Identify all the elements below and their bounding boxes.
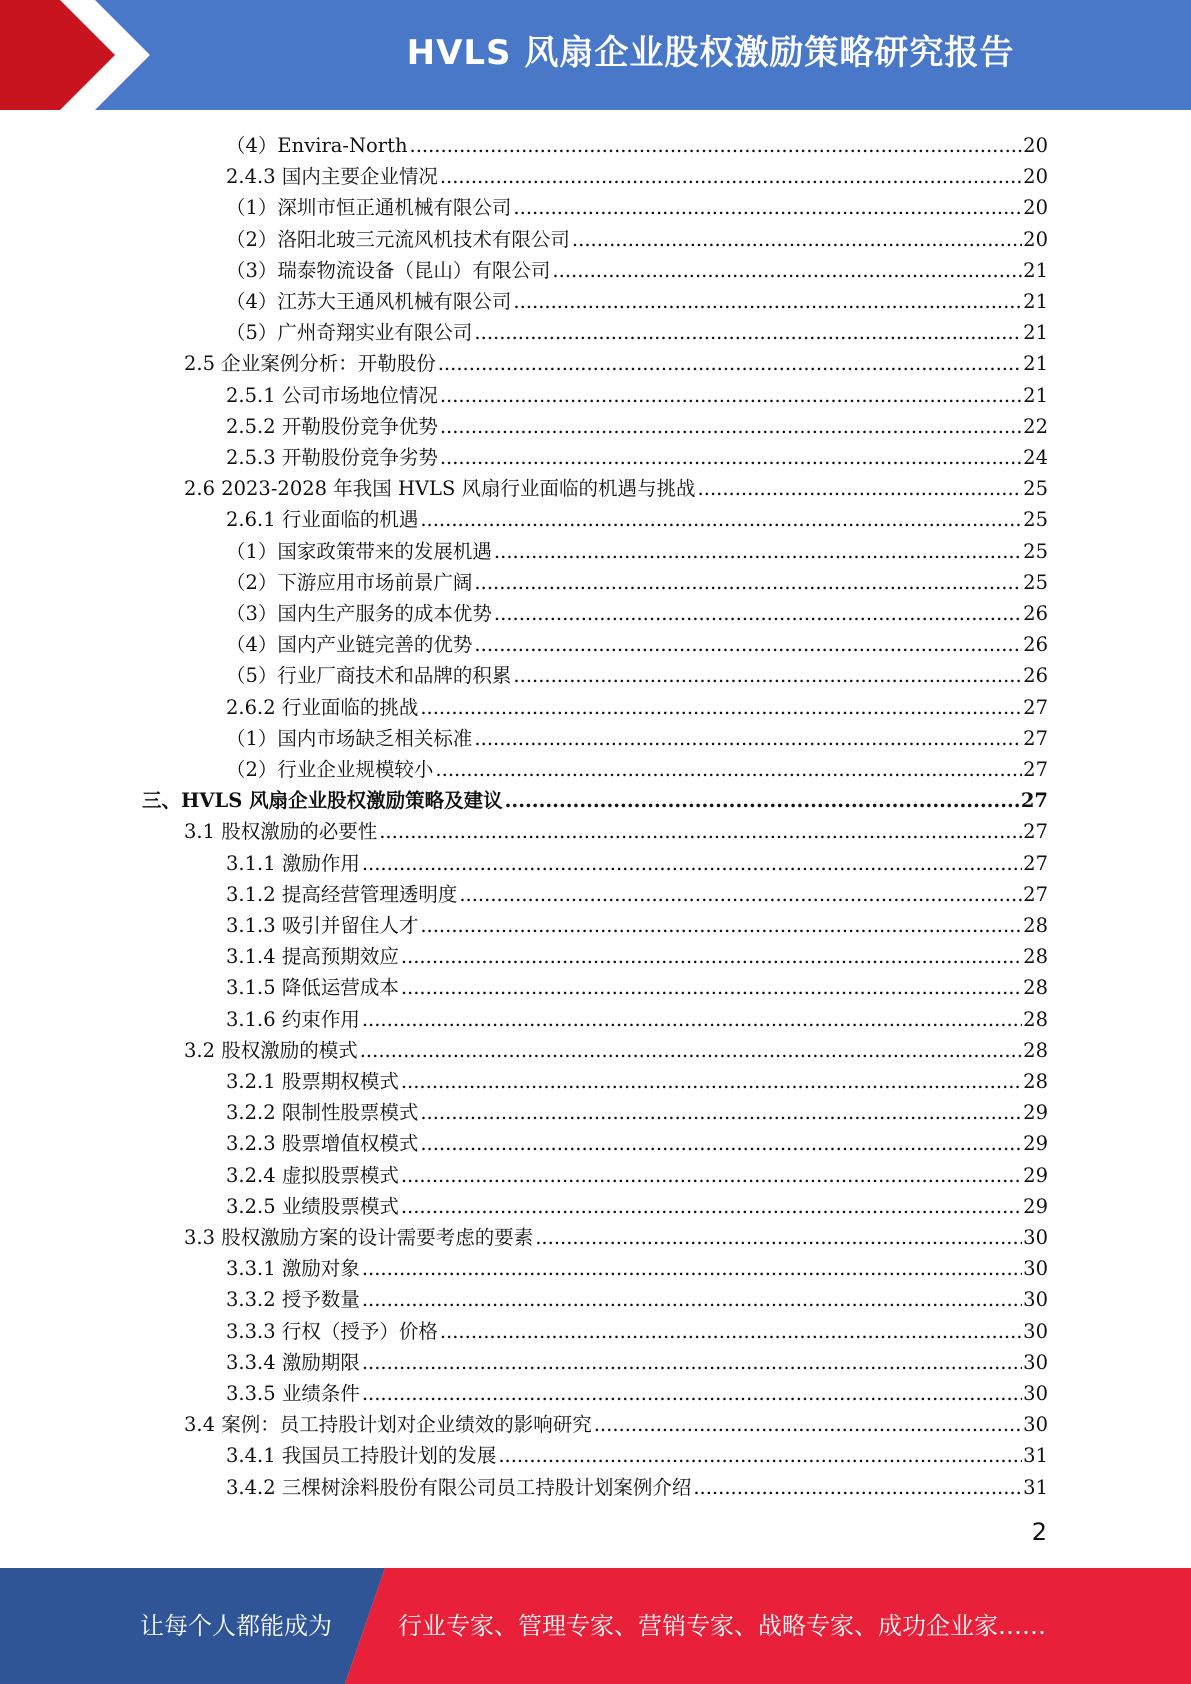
toc-dot-leader	[513, 196, 1022, 220]
toc-entry-page: 30	[1023, 1320, 1048, 1343]
toc-entry-page: 28	[1023, 914, 1048, 937]
toc-dot-leader	[459, 883, 1022, 907]
toc-entry-label: 3.3 股权激励方案的设计需要考虑的要素	[184, 1226, 534, 1249]
toc-entry[interactable]	[226, 1376, 1048, 1406]
toc-dot-leader	[535, 1226, 1022, 1250]
toc-entry[interactable]	[226, 1158, 1048, 1188]
toc-entry[interactable]	[226, 315, 1048, 345]
toc-entry-page: 21	[1023, 290, 1048, 313]
toc-dot-leader	[362, 1008, 1022, 1032]
toc-dot-leader	[362, 1257, 1022, 1281]
page-header	[0, 0, 1191, 110]
toc-entry[interactable]	[226, 1064, 1048, 1094]
toc-entry-label: 3.3.1 激励对象	[226, 1257, 360, 1280]
toc-entry-label: 3.1.4 提高预期效应	[226, 945, 399, 968]
toc-entry-label: 2.6.2 行业面临的挑战	[226, 696, 419, 719]
toc-entry-label: 3.1.6 约束作用	[226, 1008, 360, 1031]
toc-entry-page: 25	[1023, 477, 1048, 500]
toc-dot-leader	[474, 727, 1022, 751]
toc-entry-page: 21	[1023, 352, 1048, 375]
toc-entry-page: 28	[1023, 945, 1048, 968]
toc-dot-leader	[362, 1288, 1022, 1312]
toc-entry-page: 22	[1023, 415, 1048, 438]
toc-entry-label: 2.6 2023-2028 年我国 HVLS 风扇行业面临的机遇与挑战	[184, 477, 696, 500]
toc-dot-leader	[698, 477, 1023, 501]
toc-entry-page: 21	[1023, 259, 1048, 282]
toc-dot-leader	[401, 1195, 1022, 1219]
toc-entry-label: 3.4.2 三棵树涂料股份有限公司员工持股计划案例介绍	[226, 1476, 692, 1499]
toc-entry[interactable]	[226, 128, 1048, 158]
toc-entry-page: 30	[1023, 1413, 1048, 1436]
toc-dot-leader	[494, 602, 1022, 626]
toc-entry[interactable]	[184, 346, 1048, 376]
toc-entry[interactable]	[226, 1438, 1048, 1468]
toc-dot-leader	[410, 134, 1023, 158]
toc-entry-page: 28	[1023, 976, 1048, 999]
toc-entry-page: 31	[1023, 1476, 1048, 1499]
toc-entry[interactable]	[184, 471, 1048, 501]
toc-entry-label: 3.3.4 激励期限	[226, 1351, 360, 1374]
toc-entry-label: （2）下游应用市场前景广阔	[226, 571, 473, 594]
toc-dot-leader	[513, 664, 1022, 688]
toc-entry-page: 27	[1023, 820, 1048, 843]
toc-entry[interactable]	[142, 783, 1048, 813]
toc-entry-page: 30	[1023, 1226, 1048, 1249]
toc-entry[interactable]	[226, 284, 1048, 314]
toc-entry-label: 3.2 股权激励的模式	[184, 1039, 358, 1062]
toc-entry-page: 28	[1023, 1039, 1048, 1062]
toc-entry-label: 3.1.3 吸引并留住人才	[226, 914, 419, 937]
toc-entry[interactable]	[226, 846, 1048, 876]
toc-entry-label: 3.4 案例：员工持股计划对企业绩效的影响研究	[184, 1413, 592, 1436]
toc-dot-leader	[379, 820, 1022, 844]
toc-entry[interactable]	[226, 1470, 1048, 1500]
toc-entry[interactable]	[226, 690, 1048, 720]
toc-dot-leader	[362, 1351, 1022, 1375]
toc-dot-leader	[435, 758, 1022, 782]
toc-entry-label: （3）瑞泰物流设备（昆山）有限公司	[226, 259, 551, 282]
toc-entry-label: 3.2.4 虚拟股票模式	[226, 1164, 399, 1187]
toc-entry-label: 三、HVLS 风扇企业股权激励策略及建议	[142, 789, 503, 812]
toc-dot-leader	[438, 352, 1022, 376]
toc-entry-label: （1）国内市场缺乏相关标准	[226, 727, 473, 750]
toc-dot-leader	[420, 508, 1022, 532]
toc-dot-leader	[552, 259, 1022, 283]
toc-entry-label: 3.2.5 业绩股票模式	[226, 1195, 399, 1218]
toc-entry[interactable]	[226, 1251, 1048, 1281]
toc-entry[interactable]	[226, 1126, 1048, 1156]
toc-entry[interactable]	[226, 1095, 1048, 1125]
toc-dot-leader	[474, 571, 1022, 595]
toc-dot-leader	[474, 633, 1022, 657]
toc-entry[interactable]	[226, 877, 1048, 907]
toc-entry[interactable]	[184, 814, 1048, 844]
toc-entry-label: （2）行业企业规模较小	[226, 758, 434, 781]
toc-dot-leader	[440, 1320, 1022, 1344]
document-title: HVLS 风扇企业股权激励策略研究报告	[406, 33, 1015, 73]
toc-entry-label: 2.6.1 行业面临的机遇	[226, 508, 419, 531]
toc-entry[interactable]	[226, 409, 1048, 439]
toc-entry-label: 3.4.1 我国员工持股计划的发展	[226, 1444, 497, 1467]
toc-entry-label: 2.5.1 公司市场地位情况	[226, 384, 438, 407]
toc-entry[interactable]	[226, 1002, 1048, 1032]
toc-entry-label: 3.2.2 限制性股票模式	[226, 1101, 419, 1124]
toc-entry[interactable]	[226, 721, 1048, 751]
toc-entry-label: （5）行业厂商技术和品牌的积累	[226, 664, 512, 687]
toc-entry[interactable]	[226, 1282, 1048, 1312]
toc-entry-label: 3.1 股权激励的必要性	[184, 820, 378, 843]
toc-entry-label: 3.1.1 激励作用	[226, 852, 360, 875]
toc-entry[interactable]	[226, 1314, 1048, 1344]
toc-dot-leader	[401, 976, 1022, 1000]
toc-entry[interactable]	[226, 190, 1048, 220]
toc-entry[interactable]	[226, 440, 1048, 470]
toc-dot-leader	[420, 1101, 1022, 1125]
toc-entry-page: 30	[1023, 1382, 1048, 1405]
toc-entry-page: 21	[1023, 321, 1048, 344]
toc-entry-page: 29	[1023, 1132, 1048, 1155]
page-footer	[0, 1568, 1191, 1684]
toc-entry-page: 27	[1020, 789, 1048, 812]
toc-entry[interactable]	[226, 378, 1048, 408]
toc-entry[interactable]	[184, 1220, 1048, 1250]
toc-entry-page: 26	[1023, 664, 1048, 687]
toc-entry-page: 20	[1023, 165, 1048, 188]
toc-entry-page: 27	[1023, 852, 1048, 875]
toc-entry-page: 28	[1023, 1070, 1048, 1093]
toc-entry-label: 2.4.3 国内主要企业情况	[226, 165, 438, 188]
toc-entry-page: 24	[1023, 446, 1048, 469]
toc-entry-label: （3）国内生产服务的成本优势	[226, 602, 492, 625]
toc-entry-page: 20	[1023, 228, 1048, 251]
toc-entry[interactable]	[226, 1189, 1048, 1219]
toc-dot-leader	[440, 384, 1022, 408]
toc-dot-leader	[440, 415, 1022, 439]
toc-entry-label: 2.5.2 开勒股份竞争优势	[226, 415, 438, 438]
toc-entry-page: 30	[1023, 1288, 1048, 1311]
toc-entry[interactable]	[226, 222, 1048, 252]
toc-entry-label: （2）洛阳北玻三元流风机技术有限公司	[226, 228, 570, 251]
toc-entry-page: 20	[1023, 196, 1048, 219]
toc-entry-page: 25	[1023, 571, 1048, 594]
toc-entry[interactable]	[226, 565, 1048, 595]
toc-entry-page: 27	[1023, 696, 1048, 719]
toc-entry-label: 3.3.2 授予数量	[226, 1288, 360, 1311]
toc-entry-label: 3.1.2 提高经营管理透明度	[226, 883, 458, 906]
toc-entry[interactable]	[226, 502, 1048, 532]
toc-entry-page: 25	[1023, 540, 1048, 563]
toc-entry-label: （4）国内产业链完善的优势	[226, 633, 473, 656]
toc-entry-page: 31	[1023, 1444, 1048, 1467]
toc-entry-page: 30	[1023, 1257, 1048, 1280]
toc-entry[interactable]	[226, 658, 1048, 688]
toc-dot-leader	[401, 1164, 1022, 1188]
toc-entry-page: 26	[1023, 633, 1048, 656]
toc-entry-page: 20	[1023, 134, 1048, 157]
toc-entry[interactable]	[226, 534, 1048, 564]
toc-dot-leader	[420, 696, 1022, 720]
toc-entry-label: （1）深圳市恒正通机械有限公司	[226, 196, 512, 219]
toc-entry[interactable]	[184, 1033, 1048, 1063]
toc-dot-leader	[513, 290, 1022, 314]
toc-dot-leader	[362, 1382, 1022, 1406]
toc-entry-label: 2.5 企业案例分析：开勒股份	[184, 352, 436, 375]
toc-entry-page: 27	[1023, 758, 1048, 781]
toc-entry[interactable]	[226, 627, 1048, 657]
toc-entry[interactable]	[184, 1407, 1048, 1437]
page-number: 2	[1031, 1518, 1047, 1546]
toc-dot-leader	[440, 446, 1022, 470]
toc-dot-leader	[693, 1476, 1022, 1500]
toc-entry-label: 3.2.3 股票增值权模式	[226, 1132, 419, 1155]
toc-entry-label: 3.3.3 行权（授予）价格	[226, 1320, 438, 1343]
toc-entry-page: 25	[1023, 508, 1048, 531]
toc-entry-label: 3.1.5 降低运营成本	[226, 976, 399, 999]
toc-dot-leader	[362, 852, 1022, 876]
toc-entry-page: 27	[1023, 727, 1048, 750]
toc-entry-page: 28	[1023, 1008, 1048, 1031]
toc-dot-leader	[401, 945, 1022, 969]
footer-slogan-left: 让每个人都能成为	[140, 1612, 332, 1640]
toc-entry[interactable]	[226, 159, 1048, 189]
toc-entry[interactable]	[226, 1345, 1048, 1375]
toc-entry-page: 29	[1023, 1164, 1048, 1187]
toc-entry-page: 21	[1023, 384, 1048, 407]
toc-entry[interactable]	[226, 908, 1048, 938]
toc-entry-label: 3.2.1 股票期权模式	[226, 1070, 399, 1093]
toc-entry-page: 30	[1023, 1351, 1048, 1374]
footer-slogan-right: 行业专家、管理专家、营销专家、战略专家、成功企业家……	[398, 1612, 1046, 1640]
toc-dot-leader	[401, 1070, 1022, 1094]
toc-entry-label: （1）国家政策带来的发展机遇	[226, 540, 492, 563]
toc-entry-label: （4）Envira-North	[226, 134, 408, 157]
toc-entry[interactable]	[226, 970, 1048, 1000]
toc-entry[interactable]	[226, 596, 1048, 626]
toc-entry[interactable]	[226, 752, 1048, 782]
toc-entry-page: 27	[1023, 883, 1048, 906]
toc-entry-label: 2.5.3 开勒股份竞争劣势	[226, 446, 438, 469]
toc-dot-leader	[420, 1132, 1022, 1156]
toc-dot-leader	[498, 1444, 1022, 1468]
toc-dot-leader	[420, 914, 1022, 938]
toc-dot-leader	[505, 789, 1020, 813]
toc-dot-leader	[474, 321, 1022, 345]
toc-dot-leader	[494, 540, 1022, 564]
toc-entry-label: 3.3.5 业绩条件	[226, 1382, 360, 1405]
toc-entry-page: 29	[1023, 1195, 1048, 1218]
toc-entry[interactable]	[226, 939, 1048, 969]
toc-entry-page: 29	[1023, 1101, 1048, 1124]
toc-entry-label: （5）广州奇翔实业有限公司	[226, 321, 473, 344]
toc-dot-leader	[572, 228, 1022, 252]
toc-entry[interactable]	[226, 253, 1048, 283]
toc-entry-page: 26	[1023, 602, 1048, 625]
toc-dot-leader	[360, 1039, 1022, 1063]
toc-dot-leader	[440, 165, 1022, 189]
toc-dot-leader	[594, 1413, 1022, 1437]
toc-entry-label: （4）江苏大王通风机械有限公司	[226, 290, 512, 313]
